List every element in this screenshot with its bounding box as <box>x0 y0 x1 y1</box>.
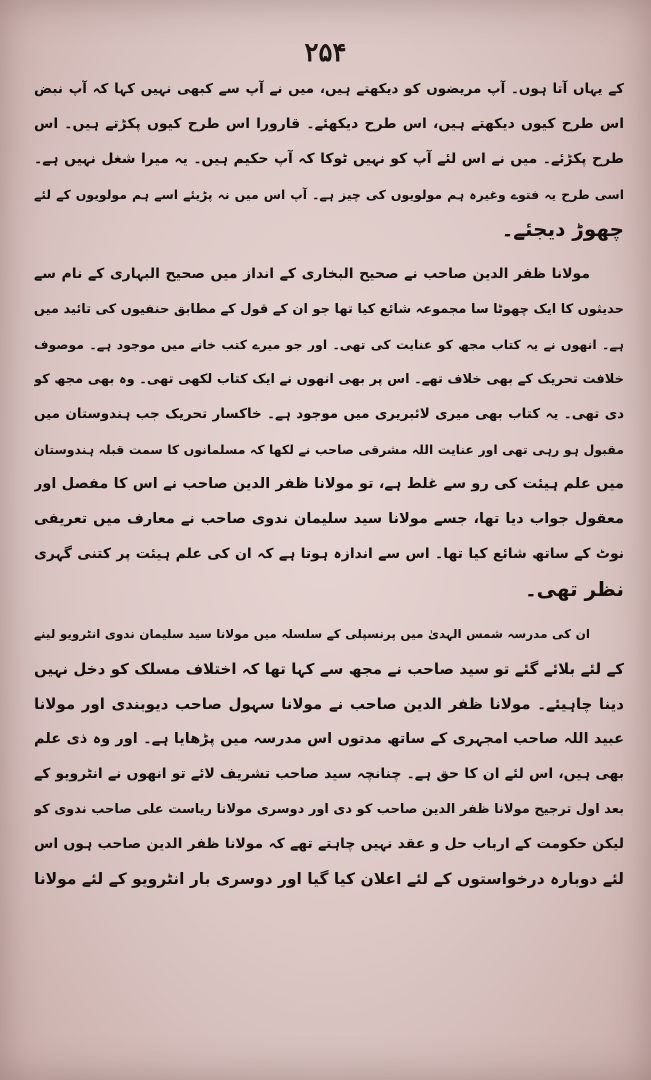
text-line: نظر تھی۔ <box>524 577 624 601</box>
page-number: ۲۵۴ <box>304 38 347 68</box>
text-line: لئے دوبارہ درخواستوں کے لئے اعلان کیا گیا اور دوسری بار انٹرویو کے لئے مولانا <box>34 870 624 888</box>
text-line: کے یہاں آتا ہوں۔ آپ مریضوں کو دیکھتے ہیں، میں نے آپ سے کبھی نہیں کہا کہ آپ نبض <box>34 81 624 97</box>
text-line: ان کی مدرسہ شمس الہدیٰ میں پرنسپلی کے سلسلہ میں مولانا سید سلیمان ندوی انٹرویو لینے <box>34 627 590 641</box>
text-line: اسی طرح یہ فتوے وغیرہ ہم مولویوں کی چیز ہے۔ آپ اس میں نہ پڑیئے اسے ہم مولویوں کے لئے <box>34 187 624 202</box>
text-line: میں علم ہیئت کی رو سے غلط ہے، تو مولانا ظفر الدین صاحب نے اس کا مفصل اور <box>34 476 624 492</box>
text-line: بعد اول ترجیح مولانا ظفر الدین صاحب کو دی اور دوسری مولانا ریاست علی صاحب ندوی کو <box>34 802 624 817</box>
text-line: معقول جواب دیا تھا، جسے مولانا سید سلیمان ندوی صاحب نے معارف میں تعریفی <box>34 511 624 527</box>
text-line: لیکن حکومت کے ارباب حل و عقد نہیں چاہتے تھے کہ مولانا ظفر الدین صاحب ہوں اس <box>34 836 624 852</box>
paragraph-1 <box>34 72 624 247</box>
text-line: نوٹ کے ساتھ شائع کیا تھا۔ اس سے اندازہ ہوتا ہے کہ ان کی علم ہیئت پر کتنی گہری <box>34 546 624 562</box>
text-line: خلافت تحریک کے بھی خلاف تھے۔ اس پر بھی انھوں نے ایک کتاب لکھی تھی۔ وہ بھی مجھ کو <box>34 372 624 387</box>
text-body <box>34 72 624 897</box>
text-line: بھی ہیں، اس لئے ان کا حق ہے۔ چنانچہ سید صاحب تشریف لائے تو انھوں نے انٹرویو کے <box>34 766 624 782</box>
text-line: دی تھی۔ یہ کتاب بھی میری لائبریری میں موجود ہے۔ خاکسار تحریک جب ہندوستان میں <box>34 406 624 422</box>
text-line: کے لئے بلائے گئے تو سید صاحب نے مجھ سے کہا تھا کہ اختلاف مسلک کو دخل نہیں <box>34 660 624 678</box>
paragraph-2 <box>34 257 624 607</box>
text-line: مولانا ظفر الدین صاحب نے صحیح البخاری کے انداز میں صحیح البہاری کے نام سے <box>34 266 590 282</box>
text-line: عبید اللہ صاحب امجہری کے ساتھ مدتوں اس مدرسہ میں پڑھایا ہے۔ اور وہ ذی علم <box>34 731 624 747</box>
text-line: ہے۔ انھوں نے یہ کتاب مجھ کو عنایت کی تھی۔ اور جو میرے کتب خانے میں موجود ہے۔ موصوف <box>34 337 624 352</box>
text-line: چھوڑ دیجئے۔ <box>501 217 624 241</box>
text-line: اس طرح کیوں دیکھتے ہیں، اس طرح دیکھئے۔ قارورا اس طرح کیوں پکڑتے ہیں۔ اس <box>34 116 624 132</box>
paragraph-3 <box>34 617 624 897</box>
text-line: حدیثوں کا ایک چھوٹا سا مجموعہ شائع کیا تھا جو ان کے قول کے مطابق حنفیوں کی تائید میں <box>34 302 624 317</box>
text-line: دینا چاہیئے۔ مولانا ظفر الدین صاحب نے مولانا سہول صاحب دیوبندی اور مولانا <box>34 695 624 713</box>
text-line: مقبول ہو رہی تھی اور عنایت اللہ مشرقی صاحب نے لکھا کہ مسلمانوں کا سمت قبلہ ہندوستان <box>34 442 624 457</box>
text-line: طرح پکڑئے۔ میں نے اس لئے آپ کو نہیں ٹوکا کہ آپ حکیم ہیں۔ یہ میرا شغل نہیں ہے۔ <box>34 151 624 167</box>
